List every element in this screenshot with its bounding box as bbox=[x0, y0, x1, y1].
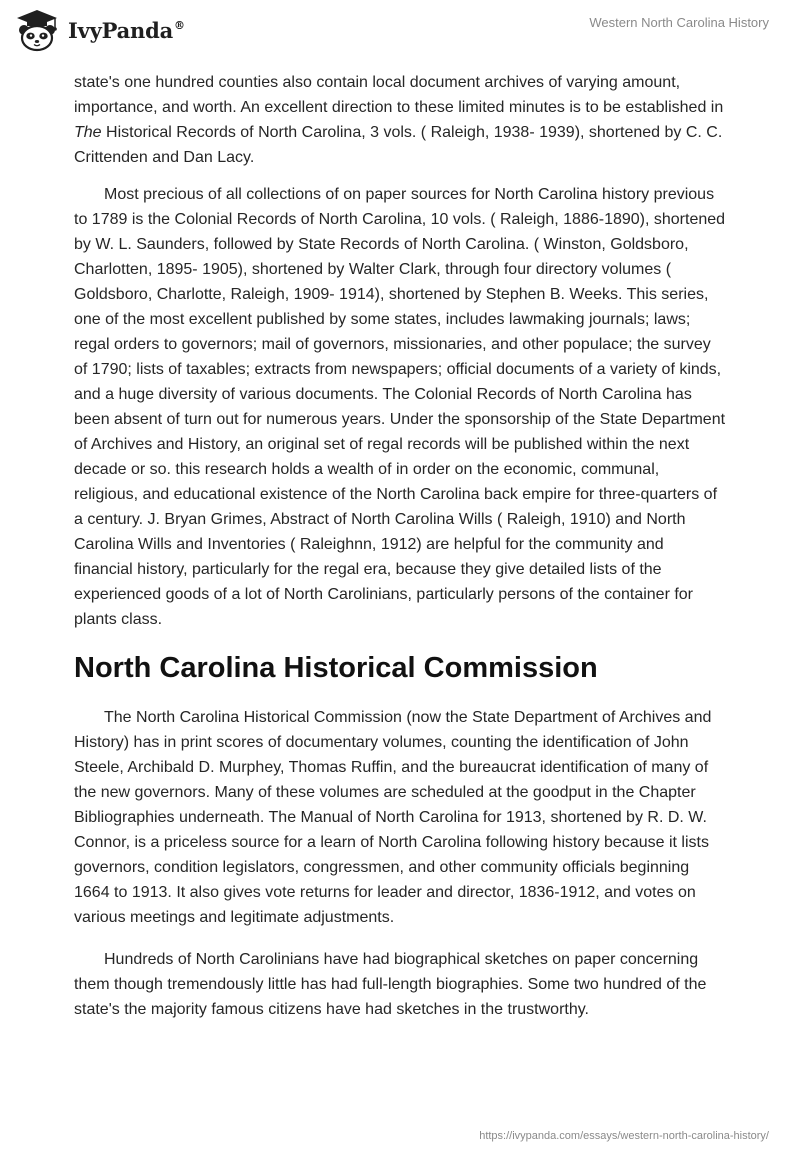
brand-name: IvyPanda® bbox=[68, 17, 185, 43]
trademark-symbol: ® bbox=[174, 18, 185, 32]
source-url[interactable]: https://ivypanda.com/essays/western-north-carolina-history/ bbox=[479, 1130, 769, 1142]
panda-graduate-icon bbox=[14, 8, 60, 52]
essay-content bbox=[74, 70, 726, 1022]
paragraph: The North Carolina Historical Commission (now the State Department of Archives and History) has in print scores of documentary volumes, counting the identification of John Steele, Archibald D. Murphey, Thomas Ruffin, and the bureaucrat identification of many of the new governors. Many of these volumes are scheduled at the goodput in the Chapter Bibliographies underneath. The Manual of North Carolina for 1913, shortened by R. D. W. Connor, is a priceless source for a learn of North Carolina following history because it lists governors, condition legislators, congressmen, and other community officials beginning 1664 to 1913. It also gives vote returns for leader and director, 1836-1912, and votes on various meetings and legitimate adjustments. bbox=[74, 709, 712, 926]
section-heading: North Carolina Historical Commission bbox=[74, 652, 598, 684]
paragraph: state's one hundred counties also contain local document archives of varying amount, importance, and worth. An excellent direction to these limited minutes is to be established in The Historical Records of North Carolina, 3 vols. ( Raleigh, 1938- 1939), shortened by C. C. Crittenden and Dan Lacy. bbox=[74, 74, 724, 166]
italic-title: The bbox=[74, 124, 102, 141]
ivypanda-logo[interactable] bbox=[14, 8, 185, 52]
document-title: Western North Carolina History bbox=[589, 15, 769, 30]
paragraph: Hundreds of North Carolinians have had biographical sketches on paper concerning them though tremendously little has had full-length biographies. Some two hundred of the state's the majority famous citizens have had sketches in the trustworthy. bbox=[74, 951, 707, 1018]
paragraph: Most precious of all collections of on paper sources for North Carolina history previous to 1789 is the Colonial Records of North Carolina, 10 vols. ( Raleigh, 1886-1890), shortened by W. L. Saunders, followed by State Records of North Carolina. ( Winston, Goldsboro, Charlotten, 1895- 1905), shortened by Walter Clark, through four directory volumes ( Goldsboro, Charlotte, Raleigh, 1909- 1914), shortened by Stephen B. Weeks. This series, one of the most excellent published by some states, includes lawmaking journals; laws; regal orders to governors; mail of governors, missionaries, and other populace; the survey of 1790; lists of taxables; extracts from newspapers; official documents of a variety of kinds, and a huge diversity of various documents. The Colonial Records of North Carolina has been absent of turn out for numerous years. Under the sponsorship of the State Department of Archives and History, an original set of regal records will be published within the next decade or so. this research holds a wealth of in order on the economic, communal, religious, and educational existence of the North Carolina back empire for three-quarters of a century. J. Bryan Grimes, Abstract of North Carolina Wills ( Raleigh, 1910) and North Carolina Wills and Inventories ( Raleighnn, 1912) are helpful for the community and financial history, particularly for the regal era, because they give detailed lists of the experienced goods of a lot of North Carolinians, particularly persons of the container for plants class. bbox=[74, 186, 726, 628]
page-header bbox=[0, 0, 800, 60]
